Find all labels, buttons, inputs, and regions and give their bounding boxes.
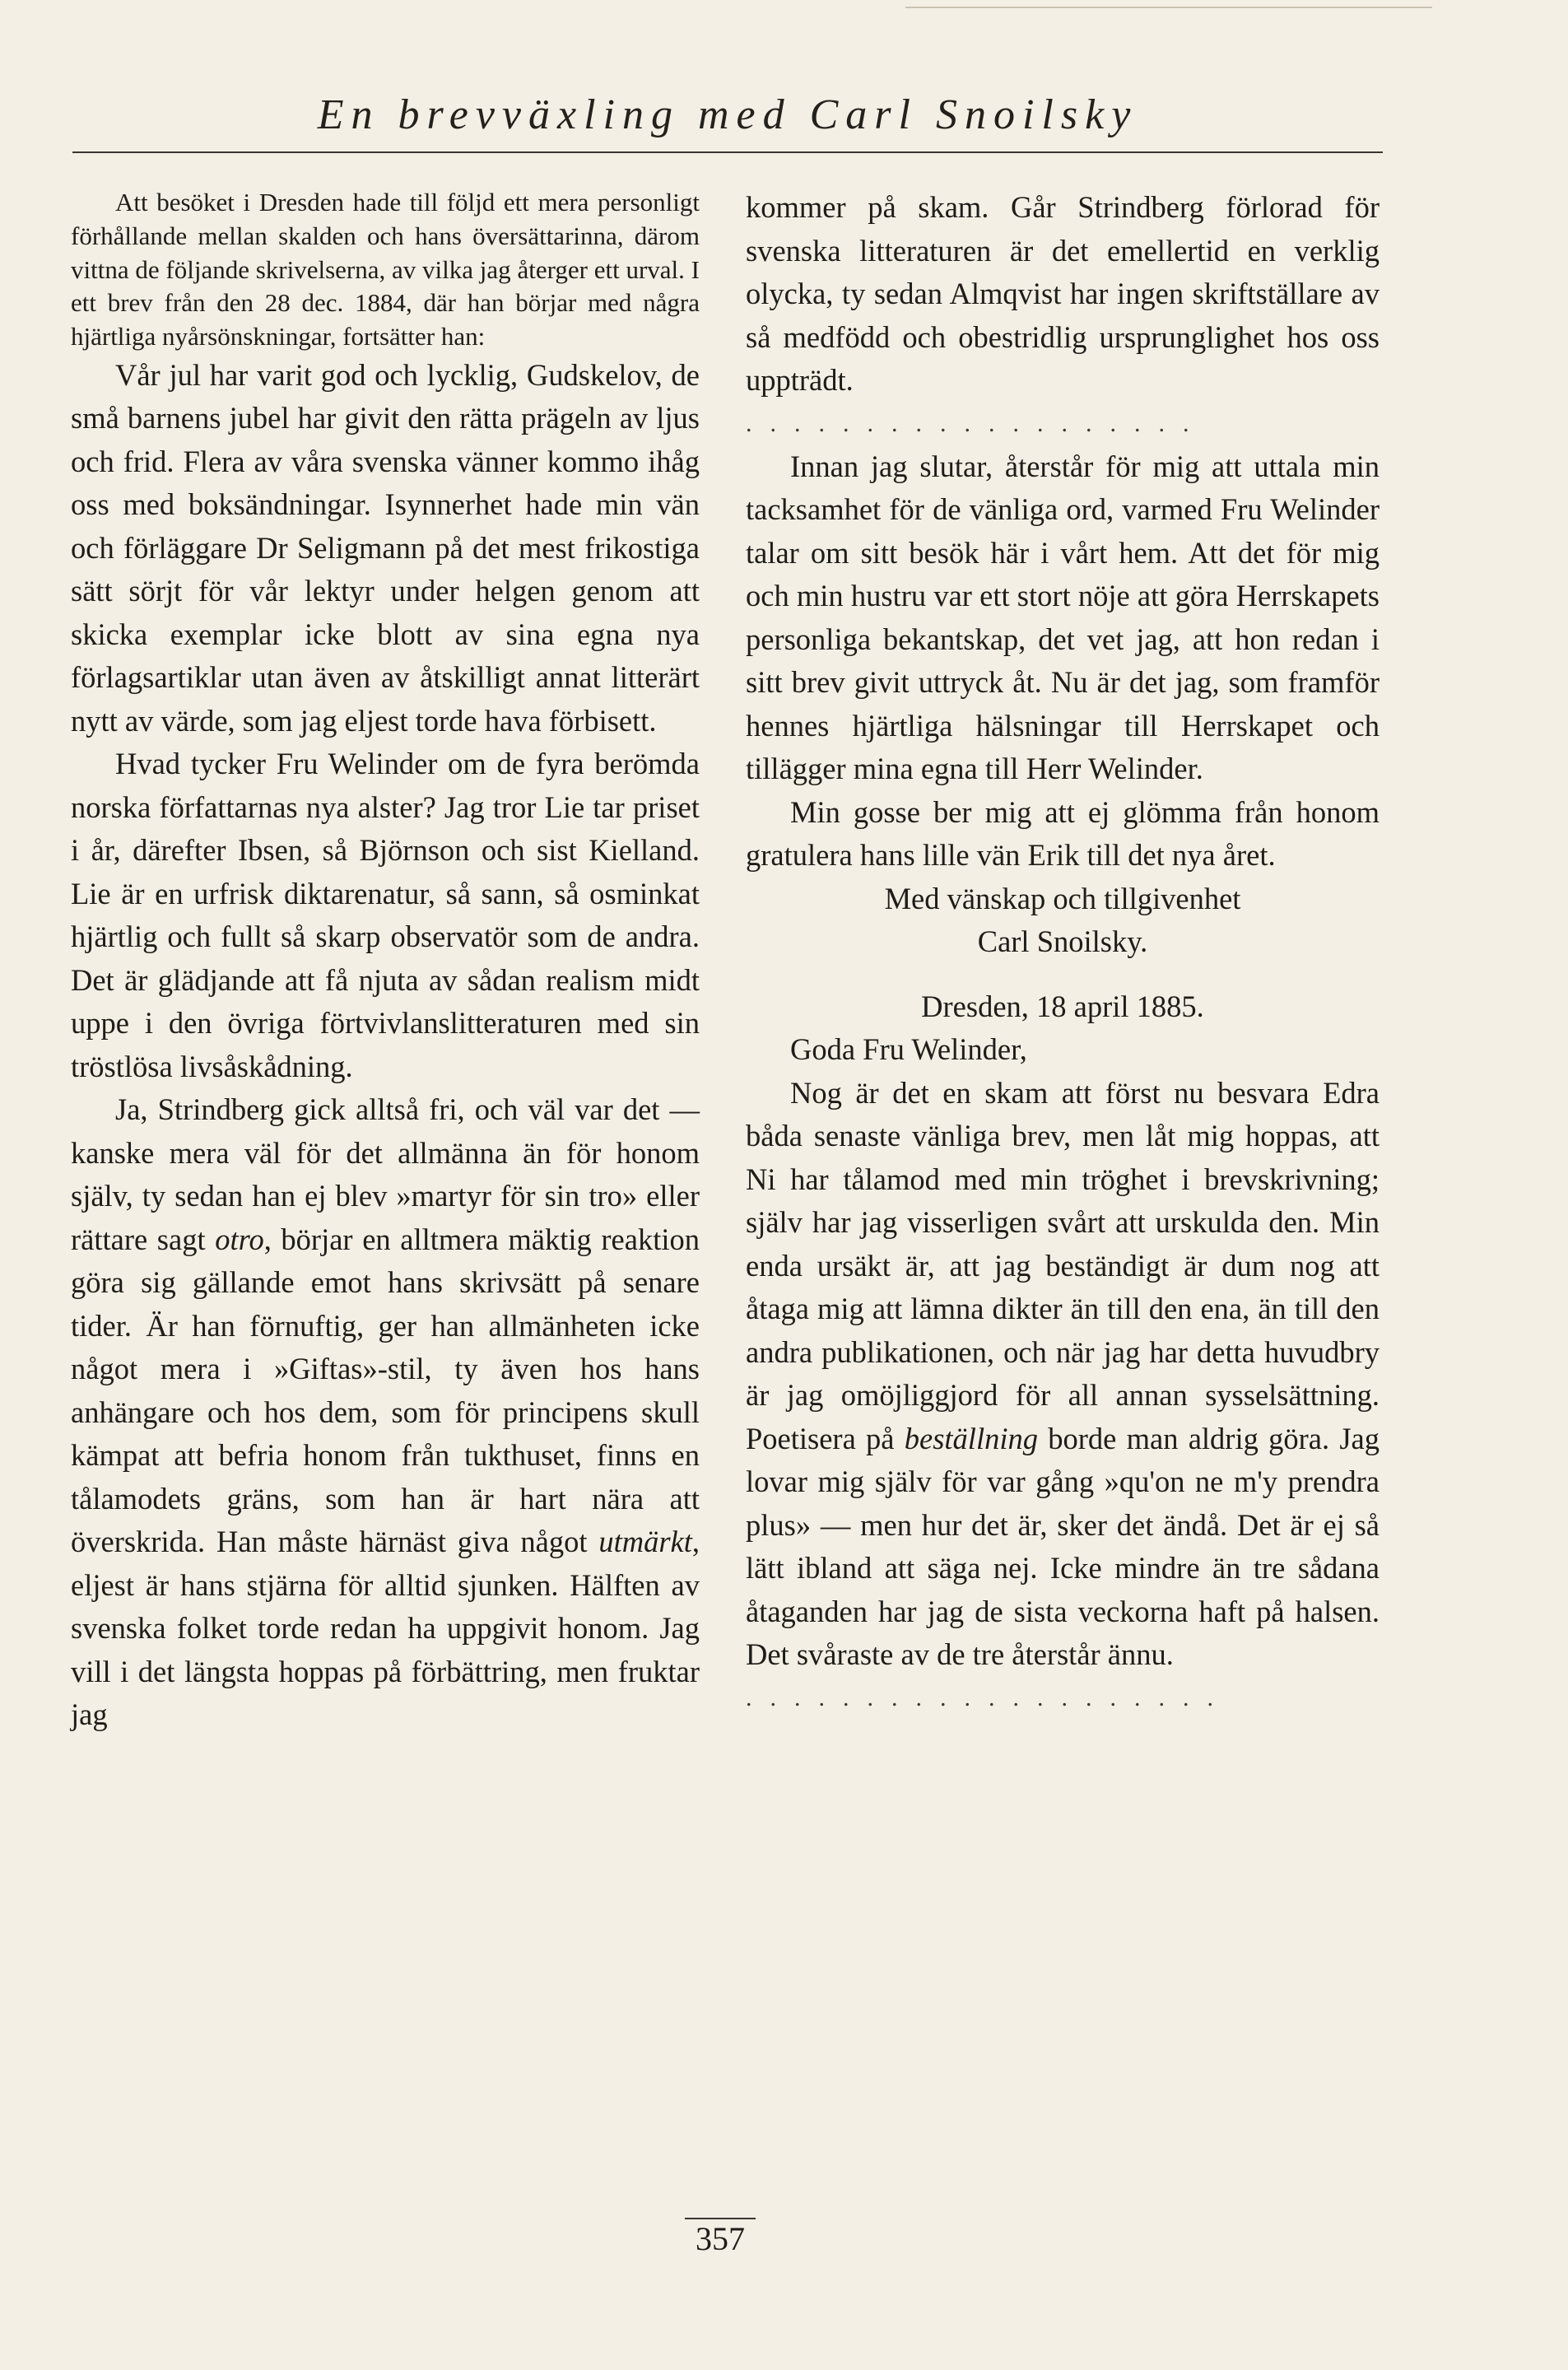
dateline: Dresden, 18 april 1885.	[921, 989, 1204, 1023]
closing-line: Med vänskap och tillgivenhet	[884, 881, 1241, 915]
running-header	[72, 82, 1383, 148]
page-edge-line	[905, 7, 1432, 8]
ellipsis-dots: ....................	[746, 1683, 1231, 1711]
text-run: borde man aldrig göra. Jag lovar mig själv för var gång »qu'on ne m'y prendra plus» — men hur det är, sker det ändå. Det är ej så lätt ibland att säga nej. Icke mindre än tre sådana åtaganden har jag de sista veckorna haft på halsen. Det svåraste av de tre återstår ännu.	[746, 1421, 1380, 1671]
page-number: 357	[696, 2220, 745, 2257]
text-run: , börjar en alltmera mäktig reaktion göra sig gällande emot hans skrivsätt på senare tider. Är han förnuftig, ger han allmänheten icke något mera i »Giftas»-stil, ty även hos hans anhängare och hos dem, som för principens skull kämpat att befria honom från tukthuset, finns en tålamodets gräns, som han är hart nära att överskrida. Han måste härnäst giva något	[71, 1222, 700, 1559]
letter-paragraph	[71, 1088, 700, 1737]
text-run: Ja, Strindberg gick alltså fri, och väl var det — kanske mera väl för det allmänna än för honom själv, ty sedan han ej blev »martyr för sin tro» eller rättare sagt	[71, 1092, 700, 1256]
letter-paragraph: Vår jul har varit god och lycklig, Gudskelov, de små barnens jubel har givit den rätta prägeln av ljus och frid. Flera av våra svenska vänner kommo ihåg oss med boksändningar. Isynnerhet hade min vän och förläggare Dr Seligmann på det mest frikostiga sätt sörjt för vår lektyr under helgen genom att skicka exemplar icke blott av sina egna nya förlagsartiklar utan även av åtskilligt annat litterärt nytt av värde, som jag eljest torde hava förbisett.	[71, 357, 700, 738]
intro-paragraph: Att besöket i Dresden hade till följd ett mera personligt förhållande mellan skalden och hans översättarinna, därom vittna de följande skrivelserna, av vilka jag återger ett urval. I ett brev från den 28 dec. 1884, där han börjar med några hjärtliga nyårsönskningar, fortsätter han:	[71, 188, 700, 352]
running-title: En brevväxling med Carl Snoilsky	[317, 91, 1138, 138]
text-run: Nog är det en skam att först nu besvara Edra båda senaste vänliga brev, men låt mig hoppas, att Ni har tålamod med min tröghet i brevskrivning; själv har jag visserligen svårt att urskulda den. Min enda ursäkt är, att jag beständigt är dum nog att åtaga mig att lämna dikter än till den ena, än till den andra publikationen, och när jag har detta huvudbry är jag omöjliggjord för all annan sysselsättning. Poetisera på	[746, 1075, 1380, 1455]
header-rule	[72, 151, 1383, 153]
ellipsis-dots: ...................	[746, 409, 1207, 437]
letter-paragraph: Min gosse ber mig att ej glömma från honom gratulera hans lille vän Erik till det nya året.	[746, 794, 1380, 872]
italic-word: otro	[215, 1222, 264, 1256]
signature: Carl Snoilsky.	[977, 924, 1148, 958]
letter-paragraph: kommer på skam. Går Strindberg förlorad för svenska litteraturen är det emellertid en verklig olycka, ty sedan Almqvist har ingen skriftställare av så medfödd och obestridlig ursprunglighet hos oss uppträdt.	[746, 190, 1380, 397]
letter-paragraph: Innan jag slutar, återstår för mig att uttala min tacksamhet för de vänliga ord, varmed Fru Welinder talar om sitt besök här i vårt hem. Att det för mig och min hustru var ett stort nöje att göra Herrskapets personliga bekantskap, det vet jag, att hon redan i sitt brev givit uttryck åt. Nu är det jag, som framför hennes hjärtliga hälsningar till Herrskapet och tillägger mina egna till Herr Welinder.	[746, 449, 1380, 785]
letter-paragraph	[746, 1072, 1380, 1677]
salutation: Goda Fru Welinder,	[790, 1032, 1027, 1066]
left-column	[71, 186, 700, 1737]
italic-word: beställning	[904, 1421, 1038, 1455]
italic-word: utmärkt	[598, 1525, 692, 1559]
right-column	[746, 186, 1380, 1720]
letter-paragraph: Hvad tycker Fru Welinder om de fyra berömda norska författarnas nya alster? Jag tror Lie tar priset i år, därefter Ibsen, så Björnson och sist Kielland. Lie är en urfrisk diktarenatur, så sann, så osminkat hjärtlig och fullt så skarp observatör som de andra. Det är glädjande att få njuta av sådan realism midt uppe i den övriga förtvivlanslitteraturen med sin tröstlösa livsåskådning.	[71, 747, 700, 1083]
text-run: , eljest är hans stjärna för alltid sjunken. Hälften av svenska folket torde redan ha uppgivit honom. Jag vill i det längsta hoppas på förbättring, men fruktar jag	[71, 1525, 700, 1732]
